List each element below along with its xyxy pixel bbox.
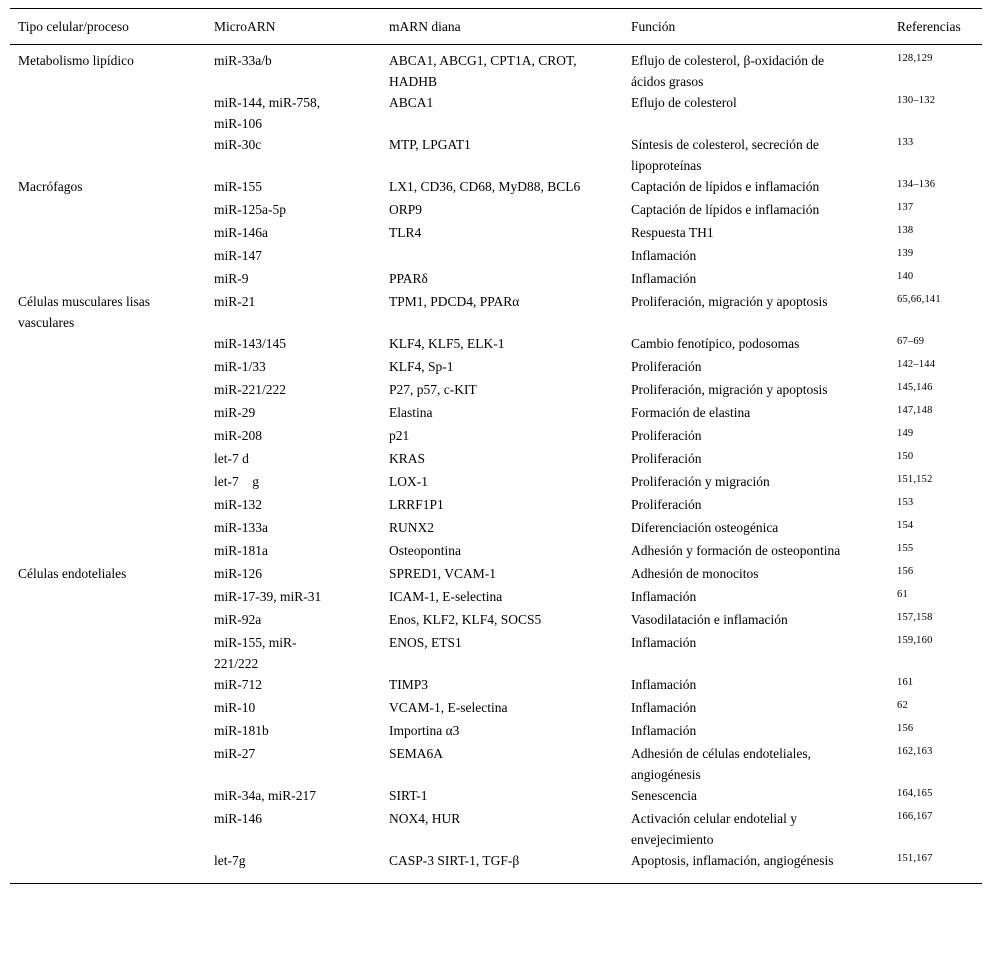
cell-microarn: let-7g xyxy=(214,853,246,868)
cell-marn-diana: Osteopontina xyxy=(389,543,461,558)
cell-referencias xyxy=(889,134,982,176)
cell-funcion: Diferenciación osteogénica xyxy=(631,520,779,535)
reference-numbers: 128,129 xyxy=(897,53,933,64)
reference-numbers: 61 xyxy=(897,589,908,600)
cell-marn-diana: VCAM-1, E-selectina xyxy=(389,700,508,715)
mirna-table xyxy=(10,8,982,884)
cell-referencias xyxy=(889,379,982,402)
reference-numbers: 164,165 xyxy=(897,788,933,799)
cell-microarn: miR-1/33 xyxy=(214,359,266,374)
cell-funcion: Adhesión de monocitos xyxy=(631,566,759,581)
cell-marn-diana: LOX-1 xyxy=(389,474,428,489)
cell-tipo-celular xyxy=(10,448,206,471)
cell-microarn: miR-155, miR-221/222 xyxy=(214,635,297,671)
cell-funcion: Captación de lípidos e inflamación xyxy=(631,202,820,217)
cell-tipo-celular xyxy=(10,540,206,563)
cell-referencias xyxy=(889,563,982,586)
cell-microarn: miR-21 xyxy=(214,294,256,309)
cell-funcion: Proliferación xyxy=(631,451,702,466)
header-funcion: Función xyxy=(623,9,889,45)
cell-referencias xyxy=(889,697,982,720)
cell-microarn: miR-147 xyxy=(214,248,263,263)
reference-numbers: 137 xyxy=(897,202,914,213)
table-row xyxy=(10,222,982,245)
cell-marn-diana: Enos, KLF2, KLF4, SOCS5 xyxy=(389,612,542,627)
cell-marn-diana: p21 xyxy=(389,428,410,443)
cell-funcion: Respuesta TH1 xyxy=(631,225,714,240)
table-row xyxy=(10,850,982,884)
table-row xyxy=(10,199,982,222)
cell-marn-diana: CASP-3 SIRT-1, TGF-β xyxy=(389,853,520,868)
cell-funcion: Adhesión y formación de osteopontina xyxy=(631,543,841,558)
table-row xyxy=(10,176,982,199)
table-row xyxy=(10,268,982,291)
cell-microarn: miR-10 xyxy=(214,700,256,715)
cell-marn-diana: SPRED1, VCAM-1 xyxy=(389,566,497,581)
cell-referencias xyxy=(889,494,982,517)
cell-microarn: let-7 g xyxy=(214,474,259,489)
cell-marn-diana: SIRT-1 xyxy=(389,788,428,803)
cell-referencias xyxy=(889,245,982,268)
cell-funcion: Captación de lípidos e inflamación xyxy=(631,179,820,194)
table-row xyxy=(10,517,982,540)
cell-referencias xyxy=(889,632,982,674)
cell-referencias xyxy=(889,268,982,291)
cell-tipo-celular xyxy=(10,222,206,245)
cell-referencias xyxy=(889,333,982,356)
reference-numbers: 151,167 xyxy=(897,853,933,864)
cell-funcion: Proliferación, migración y apoptosis xyxy=(631,382,828,397)
cell-tipo-celular xyxy=(10,632,206,674)
header-microarn: MicroARN xyxy=(206,9,381,45)
cell-referencias xyxy=(889,785,982,808)
cell-microarn: miR-146 xyxy=(214,811,263,826)
cell-tipo-celular xyxy=(10,268,206,291)
cell-microarn: miR-27 xyxy=(214,746,256,761)
table-row xyxy=(10,494,982,517)
cell-tipo-celular xyxy=(10,785,206,808)
cell-referencias xyxy=(889,743,982,785)
header-referencias: Referencias xyxy=(889,9,982,45)
cell-microarn: miR-146a xyxy=(214,225,268,240)
cell-funcion: Vasodilatación e inflamación xyxy=(631,612,788,627)
table-row xyxy=(10,379,982,402)
cell-microarn: let-7 d xyxy=(214,451,249,466)
cell-microarn: miR-144, miR-758, miR-106 xyxy=(214,95,324,131)
cell-referencias xyxy=(889,850,982,884)
cell-tipo-celular xyxy=(10,356,206,379)
reference-numbers: 133 xyxy=(897,137,914,148)
cell-microarn: miR-125a-5p xyxy=(214,202,286,217)
cell-marn-diana: Importina α3 xyxy=(389,723,460,738)
reference-numbers: 166,167 xyxy=(897,811,933,822)
cell-tipo-celular xyxy=(10,517,206,540)
cell-microarn: miR-155 xyxy=(214,179,263,194)
cell-tipo-celular xyxy=(10,379,206,402)
cell-marn-diana: MTP, LPGAT1 xyxy=(389,137,471,152)
cell-marn-diana xyxy=(381,245,623,268)
cell-funcion: Formación de elastina xyxy=(631,405,751,420)
cell-funcion: Proliferación xyxy=(631,428,702,443)
cell-referencias xyxy=(889,471,982,494)
cell-tipo-celular xyxy=(10,743,206,785)
cell-microarn: miR-132 xyxy=(214,497,263,512)
cell-funcion: Inflamación xyxy=(631,635,697,650)
cell-tipo-celular xyxy=(10,808,206,850)
table-row xyxy=(10,743,982,785)
header-row xyxy=(10,9,982,45)
cell-tipo-celular: Células musculares lisas vasculares xyxy=(18,294,154,330)
reference-numbers: 142–144 xyxy=(897,359,936,370)
cell-referencias xyxy=(889,425,982,448)
reference-numbers: 154 xyxy=(897,520,914,531)
cell-marn-diana: PPARδ xyxy=(389,271,428,286)
table-row xyxy=(10,471,982,494)
table-row xyxy=(10,609,982,632)
cell-referencias xyxy=(889,356,982,379)
reference-numbers: 162,163 xyxy=(897,746,933,757)
cell-tipo-celular xyxy=(10,674,206,697)
cell-funcion: Proliferación xyxy=(631,497,702,512)
table-row xyxy=(10,245,982,268)
cell-funcion: Inflamación xyxy=(631,723,697,738)
cell-tipo-celular xyxy=(10,199,206,222)
cell-marn-diana: ENOS, ETS1 xyxy=(389,635,462,650)
cell-microarn: miR-9 xyxy=(214,271,249,286)
cell-tipo-celular xyxy=(10,333,206,356)
cell-microarn: miR-34a, miR-217 xyxy=(214,788,316,803)
reference-numbers: 130–132 xyxy=(897,95,936,106)
cell-microarn: miR-143/145 xyxy=(214,336,287,351)
cell-tipo-celular xyxy=(10,92,206,134)
table-row xyxy=(10,808,982,850)
cell-microarn: miR-17-39, miR-31 xyxy=(214,589,322,604)
cell-tipo-celular xyxy=(10,720,206,743)
table-body xyxy=(10,45,982,884)
cell-marn-diana: Elastina xyxy=(389,405,433,420)
cell-marn-diana: SEMA6A xyxy=(389,746,444,761)
cell-tipo-celular: Células endoteliales xyxy=(18,566,127,581)
table-row xyxy=(10,540,982,563)
cell-marn-diana: TLR4 xyxy=(389,225,422,240)
cell-funcion: Inflamación xyxy=(631,677,697,692)
cell-microarn: miR-221/222 xyxy=(214,382,287,397)
table-row xyxy=(10,697,982,720)
cell-funcion: Activación celular endotelial y envejecimiento xyxy=(631,811,801,847)
cell-tipo-celular xyxy=(10,586,206,609)
reference-numbers: 159,160 xyxy=(897,635,933,646)
reference-numbers: 139 xyxy=(897,248,914,259)
cell-microarn: miR-181a xyxy=(214,543,268,558)
cell-microarn: miR-133a xyxy=(214,520,268,535)
reference-numbers: 145,146 xyxy=(897,382,933,393)
table-row xyxy=(10,356,982,379)
cell-microarn: miR-126 xyxy=(214,566,263,581)
cell-microarn: miR-29 xyxy=(214,405,256,420)
cell-funcion: Eflujo de colesterol xyxy=(631,95,737,110)
reference-numbers: 161 xyxy=(897,677,914,688)
cell-marn-diana: NOX4, HUR xyxy=(389,811,461,826)
header-marn-diana: mARN diana xyxy=(381,9,623,45)
cell-referencias xyxy=(889,291,982,333)
reference-numbers: 155 xyxy=(897,543,914,554)
table-row xyxy=(10,134,982,176)
cell-marn-diana: ORP9 xyxy=(389,202,423,217)
cell-marn-diana: LRRF1P1 xyxy=(389,497,444,512)
cell-microarn: miR-181b xyxy=(214,723,269,738)
table-row xyxy=(10,448,982,471)
cell-tipo-celular: Metabolismo lipídico xyxy=(18,53,134,68)
cell-referencias xyxy=(889,609,982,632)
reference-numbers: 151,152 xyxy=(897,474,933,485)
cell-marn-diana: KLF4, Sp-1 xyxy=(389,359,454,374)
cell-marn-diana: TIMP3 xyxy=(389,677,429,692)
cell-referencias xyxy=(889,45,982,93)
cell-funcion: Inflamación xyxy=(631,589,697,604)
cell-referencias xyxy=(889,517,982,540)
reference-numbers: 134–136 xyxy=(897,179,936,190)
reference-numbers: 153 xyxy=(897,497,914,508)
table-row xyxy=(10,785,982,808)
table-row xyxy=(10,425,982,448)
table-row xyxy=(10,92,982,134)
reference-numbers: 65,66,141 xyxy=(897,294,941,305)
cell-marn-diana: ABCA1 xyxy=(389,95,434,110)
cell-funcion: Cambio fenotípico, podosomas xyxy=(631,336,800,351)
cell-tipo-celular xyxy=(10,402,206,425)
cell-marn-diana: KLF4, KLF5, ELK-1 xyxy=(389,336,505,351)
cell-referencias xyxy=(889,674,982,697)
cell-funcion: Inflamación xyxy=(631,248,697,263)
cell-funcion: Senescencia xyxy=(631,788,697,803)
cell-referencias xyxy=(889,222,982,245)
cell-tipo-celular xyxy=(10,134,206,176)
cell-microarn: miR-33a/b xyxy=(214,53,272,68)
table-header xyxy=(10,9,982,45)
cell-funcion: Proliferación xyxy=(631,359,702,374)
cell-referencias xyxy=(889,720,982,743)
cell-microarn: miR-208 xyxy=(214,428,263,443)
cell-tipo-celular xyxy=(10,609,206,632)
cell-marn-diana: RUNX2 xyxy=(389,520,435,535)
reference-numbers: 140 xyxy=(897,271,914,282)
cell-referencias xyxy=(889,402,982,425)
cell-tipo-celular xyxy=(10,425,206,448)
cell-funcion: Inflamación xyxy=(631,271,697,286)
reference-numbers: 156 xyxy=(897,566,914,577)
cell-tipo-celular xyxy=(10,245,206,268)
cell-tipo-celular xyxy=(10,471,206,494)
reference-numbers: 147,148 xyxy=(897,405,933,416)
cell-funcion: Adhesión de células endoteliales, angiogénesis xyxy=(631,746,815,782)
table-row xyxy=(10,45,982,93)
cell-funcion: Síntesis de colesterol, secreción de lipoproteínas xyxy=(631,137,823,173)
table-row xyxy=(10,586,982,609)
cell-referencias xyxy=(889,176,982,199)
reference-numbers: 150 xyxy=(897,451,914,462)
cell-marn-diana: TPM1, PDCD4, PPARα xyxy=(389,294,520,309)
table-row xyxy=(10,632,982,674)
cell-marn-diana: KRAS xyxy=(389,451,426,466)
table-row xyxy=(10,674,982,697)
table-row xyxy=(10,333,982,356)
reference-numbers: 149 xyxy=(897,428,914,439)
table-row xyxy=(10,720,982,743)
table-row xyxy=(10,291,982,333)
cell-referencias xyxy=(889,92,982,134)
cell-microarn: miR-712 xyxy=(214,677,263,692)
cell-marn-diana: LX1, CD36, CD68, MyD88, BCL6 xyxy=(389,179,581,194)
cell-marn-diana: ABCA1, ABCG1, CPT1A, CROT, HADHB xyxy=(389,53,581,89)
cell-referencias xyxy=(889,448,982,471)
cell-referencias xyxy=(889,808,982,850)
cell-marn-diana: P27, p57, c-KIT xyxy=(389,382,477,397)
cell-funcion: Proliferación, migración y apoptosis xyxy=(631,294,828,309)
cell-funcion: Eflujo de colesterol, β-oxidación de ácidos grasos xyxy=(631,53,828,89)
cell-referencias xyxy=(889,199,982,222)
header-tipo-celular: Tipo celular/proceso xyxy=(10,9,206,45)
reference-numbers: 62 xyxy=(897,700,908,711)
cell-tipo-celular: Macrófagos xyxy=(18,179,83,194)
reference-numbers: 156 xyxy=(897,723,914,734)
cell-microarn: miR-30c xyxy=(214,137,262,152)
reference-numbers: 138 xyxy=(897,225,914,236)
cell-referencias xyxy=(889,540,982,563)
reference-numbers: 67–69 xyxy=(897,336,925,347)
table-row xyxy=(10,563,982,586)
cell-tipo-celular xyxy=(10,494,206,517)
cell-referencias xyxy=(889,586,982,609)
cell-tipo-celular xyxy=(10,850,206,884)
cell-marn-diana: ICAM-1, E-selectina xyxy=(389,589,503,604)
cell-funcion: Inflamación xyxy=(631,700,697,715)
cell-funcion: Apoptosis, inflamación, angiogénesis xyxy=(631,853,834,868)
reference-numbers: 157,158 xyxy=(897,612,933,623)
cell-funcion: Proliferación y migración xyxy=(631,474,770,489)
table-row xyxy=(10,402,982,425)
cell-tipo-celular xyxy=(10,697,206,720)
cell-microarn: miR-92a xyxy=(214,612,262,627)
